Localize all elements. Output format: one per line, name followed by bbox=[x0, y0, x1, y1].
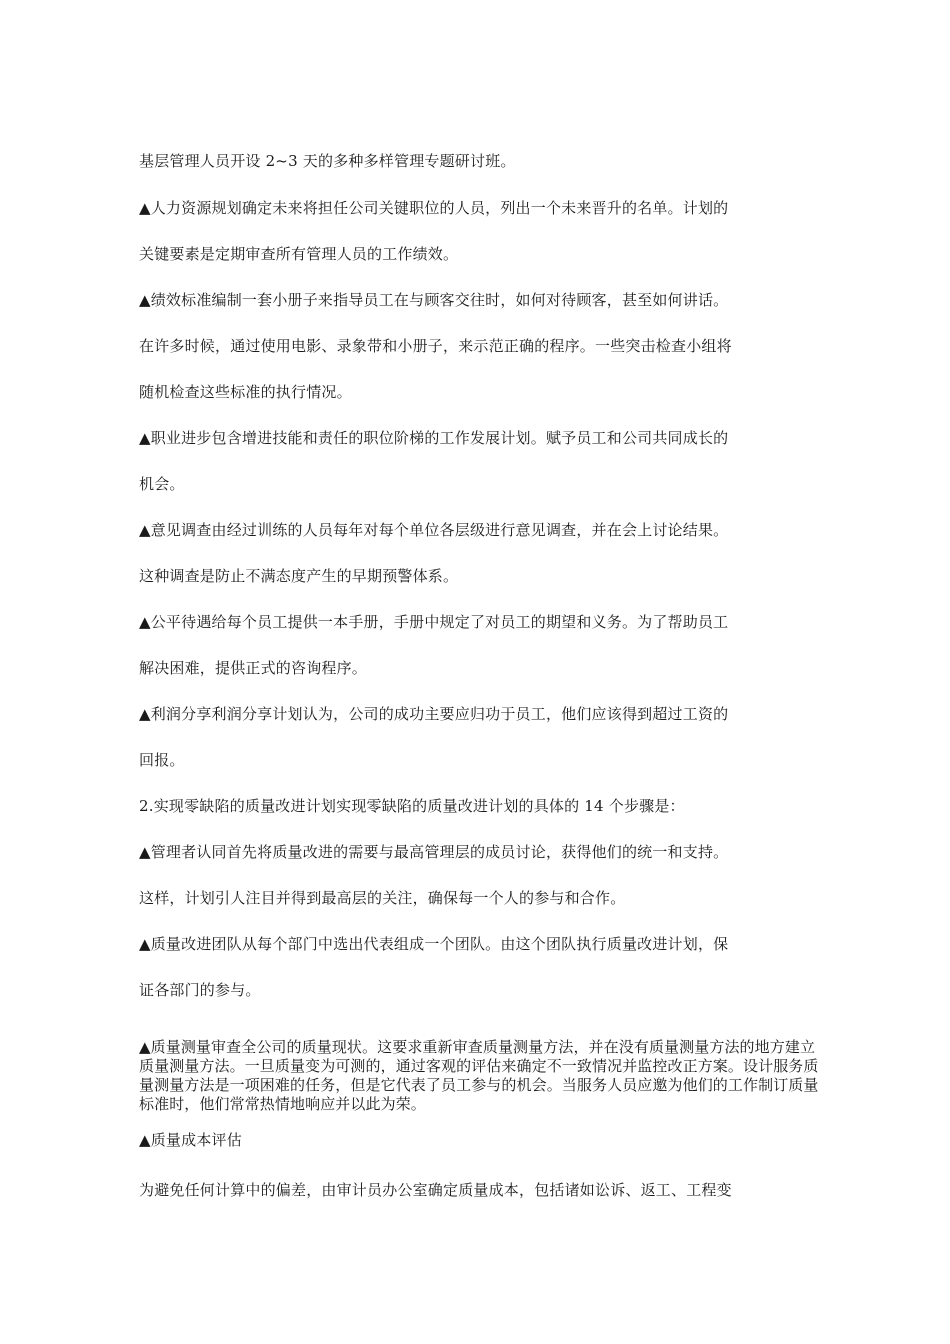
text-line: ▲职业进步包含增进技能和责任的职位阶梯的工作发展计划。赋予员工和公司共同成长的 bbox=[139, 429, 729, 447]
text-line: ▲绩效标准编制一套小册子来指导员工在与顾客交往时，如何对待顾客，甚至如何讲话。 bbox=[139, 291, 729, 309]
text-line: 这种调查是防止不满态度产生的早期预警体系。 bbox=[139, 567, 459, 585]
text-line: 基层管理人员开设 2~3 天的多种多样管理专题研讨班。 bbox=[139, 152, 516, 170]
text-line: 机会。 bbox=[139, 475, 185, 493]
text-line: ▲意见调查由经过训练的人员每年对每个单位各层级进行意见调查，并在会上讨论结果。 bbox=[139, 521, 729, 539]
text-line: ▲公平待遇给每个员工提供一本手册，手册中规定了对员工的期望和义务。为了帮助员工 bbox=[139, 613, 729, 631]
text-line: 在许多时候，通过使用电影、录象带和小册子，来示范正确的程序。一些突击检查小组将 bbox=[139, 337, 732, 355]
text-line: ▲人力资源规划确定未来将担任公司关键职位的人员，列出一个未来晋升的名单。计划的 bbox=[139, 199, 729, 217]
text-line: 解决困难，提供正式的咨询程序。 bbox=[139, 659, 368, 677]
text-line: 关键要素是定期审查所有管理人员的工作绩效。 bbox=[139, 245, 459, 263]
text-line: 这样，计划引人注目并得到最高层的关注，确保每一个人的参与和合作。 bbox=[139, 889, 626, 907]
text-line: 证各部门的参与。 bbox=[139, 981, 261, 999]
paragraph-text: ▲质量测量审查全公司的质量现状。这要求重新审查质量测量方法，并在没有质量测量方法的地方建立质量测量方法。一旦质量变为可测的，通过客观的评估来确定不一致情况并监控改正方案。设计服务质量测量方法是一项困难的任务，但是它代表了员工参与的机会。当服务人员应邀为他们的工作制订质量标准时，他们常常热情地响应并以此为荣。 bbox=[139, 1038, 819, 1113]
text-line: 随机检查这些标准的执行情况。 bbox=[139, 383, 352, 401]
text-line: ▲质量改进团队从每个部门中选出代表组成一个团队。由这个团队执行质量改进计划，保 bbox=[139, 935, 729, 953]
dense-paragraph bbox=[139, 1038, 829, 1114]
text-line: 为避免任何计算中的偏差，由审计员办公室确定质量成本，包括诸如讼诉、返工、工程变 bbox=[139, 1181, 732, 1199]
text-line: ▲管理者认同首先将质量改进的需要与最高管理层的成员讨论，获得他们的统一和支持。 bbox=[139, 843, 729, 861]
text-line: 回报。 bbox=[139, 751, 185, 769]
text-line: ▲利润分享利润分享计划认为，公司的成功主要应归功于员工，他们应该得到超过工资的 bbox=[139, 705, 729, 723]
text-line: 2.实现零缺陷的质量改进计划实现零缺陷的质量改进计划的具体的 14 个步骤是： bbox=[139, 797, 685, 815]
section-heading: ▲质量成本评估 bbox=[139, 1131, 242, 1149]
